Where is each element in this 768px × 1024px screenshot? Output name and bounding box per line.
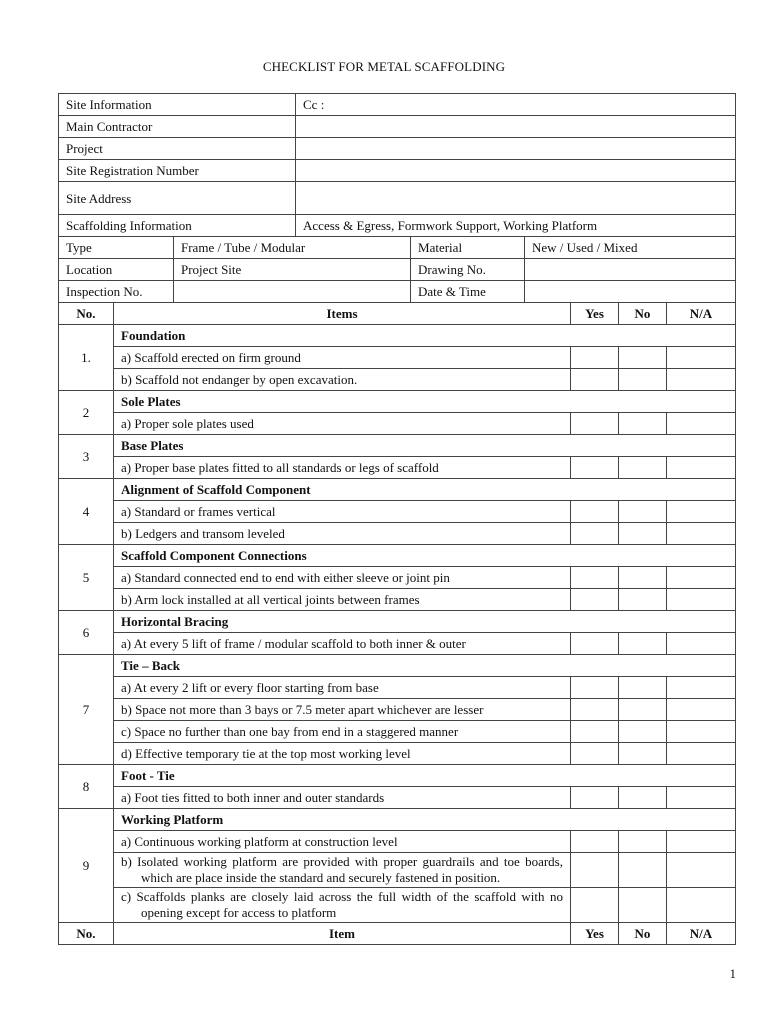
no-checkbox[interactable] [619,743,667,765]
checklist-item: b) Space not more than 3 bays or 7.5 meter apart whichever are lesser [114,699,571,721]
section-number: 3 [59,435,114,479]
project-label: Project [59,138,296,160]
col-no-answer-header: No [619,303,667,325]
inspection-field[interactable] [174,281,411,303]
na-checkbox[interactable] [667,787,736,809]
col-no-header: No. [59,303,114,325]
checklist-item: a) At every 2 lift or every floor starting from base [114,677,571,699]
checklist-item: a) Scaffold erected on firm ground [114,347,571,369]
checklist-item-row [59,699,736,721]
section-heading: Scaffold Component Connections [114,545,736,567]
site-address-label: Site Address [59,182,296,215]
yes-checkbox[interactable] [571,699,619,721]
checklist-item: b) Ledgers and transom leveled [114,523,571,545]
checklist-item: a) Proper sole plates used [114,413,571,435]
no-checkbox[interactable] [619,787,667,809]
yes-checkbox[interactable] [571,523,619,545]
na-checkbox[interactable] [667,677,736,699]
no-checkbox[interactable] [619,501,667,523]
scaffolding-info-label: Scaffolding Information [59,215,296,237]
section-heading: Tie – Back [114,655,736,677]
na-checkbox[interactable] [667,589,736,611]
yes-checkbox[interactable] [571,743,619,765]
na-checkbox[interactable] [667,369,736,391]
section-number: 6 [59,611,114,655]
checklist-item-row [59,888,736,923]
yes-checkbox[interactable] [571,677,619,699]
checklist-item-row [59,633,736,655]
checklist-item-row [59,589,736,611]
no-checkbox[interactable] [619,567,667,589]
checklist-item-row [59,457,736,479]
checklist-item-row [59,347,736,369]
no-checkbox[interactable] [619,413,667,435]
checklist-item-row [59,853,736,888]
checklist-item: c) Space no further than one bay from end in a staggered manner [114,721,571,743]
section-row [59,545,736,567]
section-number: 8 [59,765,114,809]
yes-checkbox[interactable] [571,501,619,523]
cc-field[interactable]: Cc : [296,94,736,116]
section-number: 9 [59,809,114,923]
no-checkbox[interactable] [619,633,667,655]
yes-checkbox[interactable] [571,347,619,369]
no-checkbox[interactable] [619,369,667,391]
footer-yes-header: Yes [571,923,619,945]
checklist-item-row [59,787,736,809]
no-checkbox[interactable] [619,677,667,699]
checklist-item-row [59,413,736,435]
inspection-label: Inspection No. [59,281,174,303]
checklist-item: a) Standard connected end to end with either sleeve or joint pin [114,567,571,589]
checklist-item-row [59,831,736,853]
footer-no-answer-header: No [619,923,667,945]
checklist-item: b) Scaffold not endanger by open excavation. [114,369,571,391]
checklist-item-row [59,501,736,523]
site-information-label: Site Information [59,94,296,116]
no-checkbox[interactable] [619,347,667,369]
no-checkbox[interactable] [619,888,667,923]
section-number: 7 [59,655,114,765]
yes-checkbox[interactable] [571,457,619,479]
yes-checkbox[interactable] [571,369,619,391]
main-contractor-label: Main Contractor [59,116,296,138]
yes-checkbox[interactable] [571,831,619,853]
yes-checkbox[interactable] [571,721,619,743]
page-title: CHECKLIST FOR METAL SCAFFOLDING [262,59,506,74]
na-checkbox[interactable] [667,743,736,765]
main-contractor-field[interactable] [296,116,736,138]
na-checkbox[interactable] [667,413,736,435]
checklist-item-row [59,523,736,545]
project-field[interactable] [296,138,736,160]
checklist-item-row [59,677,736,699]
na-checkbox[interactable] [667,457,736,479]
section-heading: Sole Plates [114,391,736,413]
footer-item-header: Item [114,923,571,945]
na-checkbox[interactable] [667,347,736,369]
na-checkbox[interactable] [667,567,736,589]
material-label: Material [411,237,525,259]
checklist-item: a) At every 5 lift of frame / modular scaffold to both inner & outer [114,633,571,655]
type-value: Frame / Tube / Modular [174,237,411,259]
na-checkbox[interactable] [667,853,736,888]
footer-na-header: N/A [667,923,736,945]
footer-header-row [59,923,736,945]
checklist-item: a) Foot ties fitted to both inner and outer standards [114,787,571,809]
page-number: 1 [729,966,736,981]
date-time-field[interactable] [525,281,736,303]
section-row [59,435,736,457]
scaffolding-info-value: Access & Egress, Formwork Support, Working Platform [296,215,736,237]
checklist-item: d) Effective temporary tie at the top most working level [114,743,571,765]
yes-checkbox[interactable] [571,853,619,888]
section-row [59,765,736,787]
checklist-table [58,302,736,945]
na-checkbox[interactable] [667,523,736,545]
no-checkbox[interactable] [619,831,667,853]
section-heading: Alignment of Scaffold Component [114,479,736,501]
yes-checkbox[interactable] [571,888,619,923]
footer-no-header: No. [59,923,114,945]
section-heading: Base Plates [114,435,736,457]
yes-checkbox[interactable] [571,787,619,809]
na-checkbox[interactable] [667,699,736,721]
site-address-field[interactable] [296,182,736,215]
date-time-label: Date & Time [411,281,525,303]
section-number: 4 [59,479,114,545]
drawing-label: Drawing No. [411,259,525,281]
checklist-item-text: b) Isolated working platform are provided with proper guardrails and toe boards, which are place inside the standard and securely fastened in position. [121,854,563,885]
header-row [59,303,736,325]
site-registration-field[interactable] [296,160,736,182]
checklist-item: a) Standard or frames vertical [114,501,571,523]
section-row [59,391,736,413]
checklist-item-row [59,721,736,743]
yes-checkbox[interactable] [571,567,619,589]
section-number: 5 [59,545,114,611]
col-items-header: Items [114,303,571,325]
na-checkbox[interactable] [667,721,736,743]
no-checkbox[interactable] [619,699,667,721]
yes-checkbox[interactable] [571,633,619,655]
col-na-header: N/A [667,303,736,325]
checklist-item-row [59,743,736,765]
no-checkbox[interactable] [619,589,667,611]
section-heading: Working Platform [114,809,736,831]
checklist-item-row [59,567,736,589]
site-registration-label: Site Registration Number [59,160,296,182]
section-row [59,479,736,501]
section-row [59,611,736,633]
section-row [59,809,736,831]
material-value: New / Used / Mixed [525,237,736,259]
no-checkbox[interactable] [619,853,667,888]
na-checkbox[interactable] [667,888,736,923]
type-label: Type [59,237,174,259]
checklist-item-row [59,369,736,391]
section-row [59,655,736,677]
no-checkbox[interactable] [619,523,667,545]
na-checkbox[interactable] [667,831,736,853]
section-row [59,325,736,347]
no-checkbox[interactable] [619,457,667,479]
section-heading: Foundation [114,325,736,347]
checklist-item: a) Continuous working platform at construction level [114,831,571,853]
checklist-item [114,888,571,923]
location-label: Location [59,259,174,281]
checklist-item-text: c) Scaffolds planks are closely laid across the full width of the scaffold with no opening except for access to platform [121,889,563,920]
section-heading: Horizontal Bracing [114,611,736,633]
no-checkbox[interactable] [619,721,667,743]
checklist-item: a) Proper base plates fitted to all standards or legs of scaffold [114,457,571,479]
checklist-item [114,853,571,888]
drawing-field[interactable] [525,259,736,281]
section-number: 2 [59,391,114,435]
section-heading: Foot - Tie [114,765,736,787]
site-info-table [58,93,736,303]
section-number: 1. [59,325,114,391]
na-checkbox[interactable] [667,633,736,655]
location-value: Project Site [174,259,411,281]
yes-checkbox[interactable] [571,413,619,435]
yes-checkbox[interactable] [571,589,619,611]
checklist-item: b) Arm lock installed at all vertical joints between frames [114,589,571,611]
na-checkbox[interactable] [667,501,736,523]
col-yes-header: Yes [571,303,619,325]
